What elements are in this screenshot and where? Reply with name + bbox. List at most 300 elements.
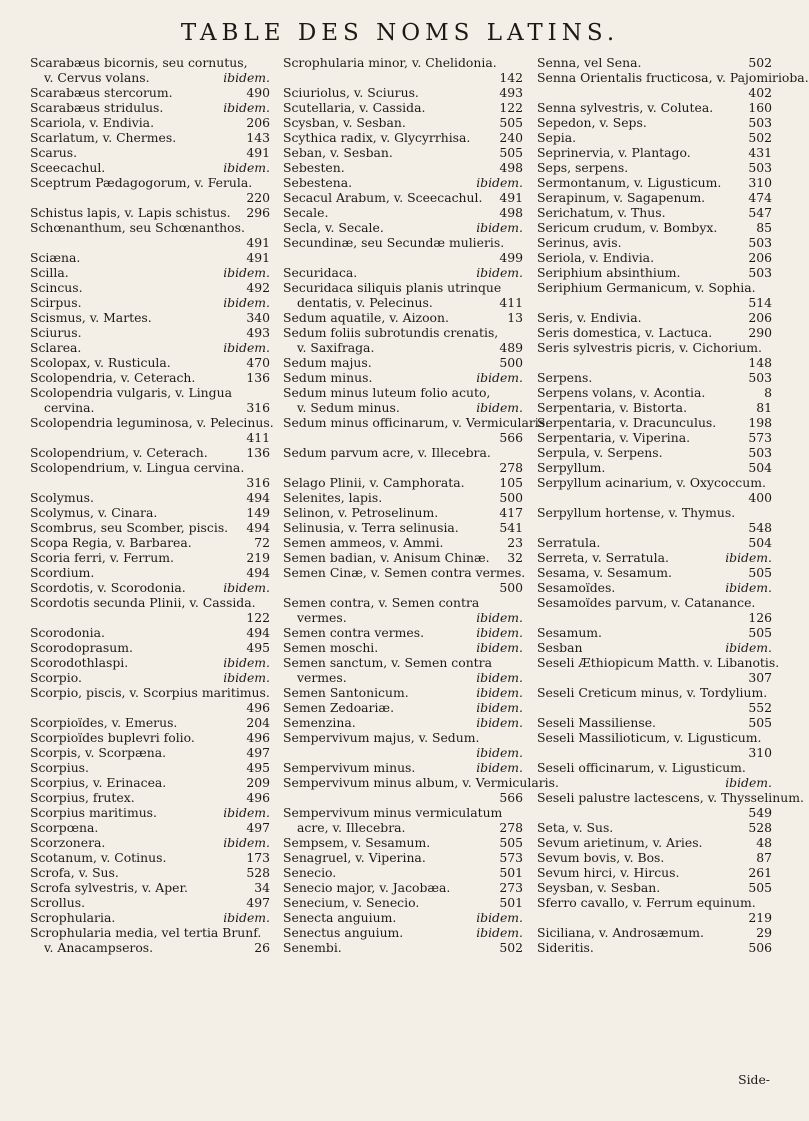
index-entry [30, 595, 270, 610]
index-entry [537, 940, 772, 955]
entry-term: Sevum hirci, v. Hircus. [537, 865, 680, 880]
index-entry [30, 400, 270, 415]
entry-term: Sciurus. [30, 325, 82, 340]
index-entry [283, 910, 523, 925]
entry-page-ref: 552 [748, 700, 772, 715]
index-entry [537, 820, 772, 835]
entry-term: Scorpius maritimus. [30, 805, 157, 820]
entry-page-ref: 547 [748, 205, 772, 220]
entry-page-ref: ibidem. [725, 580, 772, 595]
entry-term: Schœnanthum, seu Schœnanthos. [30, 220, 245, 235]
entry-term: Seriphium Germanicum, v. Sophia. [537, 280, 756, 295]
entry-term: Seris sylvestris picris, v. Cichorium. [537, 340, 762, 355]
entry-page-ref: 105 [499, 475, 523, 490]
entry-page-ref: 497 [246, 820, 270, 835]
entry-page-ref: 503 [748, 160, 772, 175]
entry-term: Seysban, v. Sesban. [537, 880, 661, 895]
index-entry [537, 535, 772, 550]
entry-term: Scorpis, v. Scorpæna. [30, 745, 167, 760]
entry-page-ref: 505 [748, 565, 772, 580]
index-entry [537, 115, 772, 130]
index-entry [283, 160, 523, 175]
entry-term: Sesamum. [537, 625, 602, 640]
entry-page-ref: 498 [499, 160, 523, 175]
index-entry [283, 625, 523, 640]
index-entry [537, 250, 772, 265]
index-entry [537, 760, 772, 775]
index-entry [537, 85, 772, 100]
index-entry [283, 100, 523, 115]
index-entry [30, 610, 270, 625]
index-entry [283, 415, 550, 430]
index-entry [30, 640, 270, 655]
entry-term: Sevum arietinum, v. Aries. [537, 835, 703, 850]
entry-page-ref: 489 [499, 340, 523, 355]
entry-term: Seris, v. Endivia. [537, 310, 642, 325]
entry-term: v. Saxifraga. [297, 340, 375, 355]
entry-term: Semen Zedoariæ. [283, 700, 395, 715]
entry-page-ref: 48 [756, 835, 772, 850]
entry-term: Scorpio, piscis, v. Scorpius maritimus. [30, 685, 270, 700]
index-entry [30, 775, 270, 790]
entry-term: Scombrus, seu Scomber, piscis. [30, 520, 229, 535]
entry-page-ref: 310 [748, 745, 772, 760]
entry-term: acre, v. Illecebra. [297, 820, 406, 835]
index-entry [30, 355, 270, 370]
entry-page-ref: ibidem. [223, 295, 270, 310]
index-entry [537, 100, 772, 115]
index-entry [283, 250, 523, 265]
index-entry [283, 730, 523, 745]
index-entry [30, 385, 270, 400]
entry-term: Selenites, lapis. [283, 490, 383, 505]
entry-page-ref: 32 [507, 550, 523, 565]
entry-page-ref: 500 [499, 580, 523, 595]
entry-page-ref: ibidem. [223, 100, 270, 115]
entry-term: Sedum majus. [283, 355, 372, 370]
entry-page-ref: 491 [246, 250, 270, 265]
index-entry [30, 505, 270, 520]
index-entry [30, 160, 270, 175]
entry-page-ref: 573 [499, 850, 523, 865]
entry-term: v. Sedum minus. [297, 400, 400, 415]
entry-term: Sepia. [537, 130, 577, 145]
index-entry [30, 430, 270, 445]
entry-page-ref: 541 [499, 520, 523, 535]
entry-term: vermes. [297, 610, 347, 625]
index-entry [30, 250, 270, 265]
entry-page-ref: 8 [764, 385, 772, 400]
index-entry [283, 430, 523, 445]
entry-term: Scirpus. [30, 295, 82, 310]
index-entry [537, 385, 772, 400]
entry-term: Scorpius, frutex. [30, 790, 135, 805]
index-entry [30, 310, 270, 325]
entry-term: Sebestena. [283, 175, 353, 190]
index-entry [537, 490, 772, 505]
index-entry [537, 370, 772, 385]
index-entry [537, 430, 772, 445]
entry-page-ref: 498 [499, 205, 523, 220]
index-entry [537, 625, 772, 640]
index-entry [283, 820, 523, 835]
index-entry [30, 325, 270, 340]
entry-term: cervina. [44, 400, 95, 415]
entry-term: Scincus. [30, 280, 83, 295]
index-entry [537, 220, 772, 235]
entry-term: Sedum minus. [283, 370, 373, 385]
index-entry [537, 190, 772, 205]
entry-page-ref: 126 [748, 610, 772, 625]
index-entry [537, 295, 772, 310]
index-entry [283, 220, 523, 235]
entry-term: Senecio major, v. Jacobæa. [283, 880, 451, 895]
entry-page-ref: 81 [756, 400, 772, 415]
entry-term: dentatis, v. Pelecinus. [297, 295, 433, 310]
entry-term: Scolopendria leguminosa, v. Pelecinus. [30, 415, 274, 430]
entry-term: Scarlatum, v. Chermes. [30, 130, 177, 145]
index-entry [537, 400, 772, 415]
entry-term: Serpentaria, v. Dracunculus. [537, 415, 717, 430]
entry-term: Scorodonia. [30, 625, 105, 640]
entry-page-ref: 505 [748, 715, 772, 730]
entry-term: Scariola, v. Endivia. [30, 115, 155, 130]
entry-term: Secla, v. Secale. [283, 220, 384, 235]
index-entry [30, 715, 270, 730]
entry-page-ref: 34 [254, 880, 270, 895]
index-entry [283, 880, 523, 895]
index-entry [283, 925, 523, 940]
index-entry [283, 700, 523, 715]
entry-page-ref: 316 [246, 475, 270, 490]
entry-page-ref: 240 [499, 130, 523, 145]
entry-page-ref: 23 [507, 535, 523, 550]
entry-term: Senecio. [283, 865, 337, 880]
index-entry [30, 55, 270, 70]
index-entry [30, 220, 270, 235]
index-entry [283, 775, 559, 790]
entry-page-ref: 494 [246, 565, 270, 580]
entry-page-ref: 497 [246, 745, 270, 760]
entry-term: Serpyllum. [537, 460, 606, 475]
entry-page-ref: 495 [246, 760, 270, 775]
entry-page-ref: ibidem. [476, 685, 523, 700]
index-entry [30, 835, 270, 850]
index-entry [30, 535, 270, 550]
index-entry [30, 190, 270, 205]
index-entry [30, 700, 270, 715]
index-entry [537, 730, 772, 745]
entry-page-ref: 496 [246, 700, 270, 715]
entry-term: Seseli Creticum minus, v. Tordylium. [537, 685, 768, 700]
entry-term: Sesama, v. Sesamum. [537, 565, 672, 580]
entry-term: Sericum crudum, v. Bombyx. [537, 220, 718, 235]
entry-term: Seprinervia, v. Plantago. [537, 145, 691, 160]
index-entry [537, 235, 772, 250]
entry-page-ref: 474 [748, 190, 772, 205]
entry-term: Scrophularia. [30, 910, 116, 925]
entry-term: Scrophularia minor, v. Chelidonia. [283, 55, 497, 70]
entry-term: Senna sylvestris, v. Colutea. [537, 100, 714, 115]
entry-page-ref: 160 [748, 100, 772, 115]
index-entry [283, 310, 523, 325]
entry-page-ref: ibidem. [476, 760, 523, 775]
entry-page-ref: ibidem. [223, 655, 270, 670]
index-entry [283, 595, 523, 610]
entry-term: Secale. [283, 205, 329, 220]
entry-term: Sebesten. [283, 160, 345, 175]
entry-page-ref: 136 [246, 445, 270, 460]
entry-term: Scorzonera. [30, 835, 106, 850]
entry-term: Scotanum, v. Cotinus. [30, 850, 167, 865]
entry-term: Semen sanctum, v. Semen contra [283, 655, 492, 670]
index-entry [30, 280, 270, 295]
index-entry [30, 475, 270, 490]
entry-term: Scolymus. [30, 490, 94, 505]
entry-page-ref: 505 [748, 625, 772, 640]
index-entry [537, 205, 772, 220]
entry-term: Sempervivum minus. [283, 760, 416, 775]
entry-term: Securidaca siliquis planis utrinque [283, 280, 502, 295]
index-entry [283, 685, 523, 700]
index-entry [30, 490, 270, 505]
entry-term: Scorodoprasum. [30, 640, 133, 655]
entry-page-ref: 501 [499, 895, 523, 910]
index-entry [537, 460, 772, 475]
index-entry [537, 415, 772, 430]
entry-page-ref: 496 [246, 730, 270, 745]
entry-term: Selinusia, v. Terra selinusia. [283, 520, 459, 535]
entry-term: Scarabæus bicornis, seu cornutus, [30, 55, 248, 70]
entry-term: Scorodothlaspi. [30, 655, 129, 670]
entry-term: Securidaca. [283, 265, 358, 280]
entry-page-ref: 497 [246, 895, 270, 910]
entry-term: Senecium, v. Senecio. [283, 895, 420, 910]
index-entry [30, 130, 270, 145]
entry-page-ref: 503 [748, 445, 772, 460]
index-entry [537, 670, 772, 685]
index-entry [283, 445, 523, 460]
index-entry [30, 295, 270, 310]
entry-page-ref: 273 [499, 880, 523, 895]
entry-page-ref: 506 [748, 940, 772, 955]
entry-term: Seseli Massiliense. [537, 715, 656, 730]
entry-page-ref: ibidem. [223, 910, 270, 925]
entry-page-ref: 417 [499, 505, 523, 520]
index-entry [30, 790, 270, 805]
entry-term: Serpyllum hortense, v. Thymus. [537, 505, 736, 520]
entry-page-ref: 136 [246, 370, 270, 385]
entry-term: Sermontanum, v. Ligusticum. [537, 175, 722, 190]
index-entry [283, 340, 523, 355]
entry-term: Seban, v. Sesban. [283, 145, 393, 160]
index-entry [283, 835, 523, 850]
entry-term: Semen contra vermes. [283, 625, 425, 640]
entry-page-ref: ibidem. [476, 700, 523, 715]
entry-term: Selinon, v. Petroselinum. [283, 505, 439, 520]
entry-page-ref: 290 [748, 325, 772, 340]
entry-page-ref: 505 [499, 835, 523, 850]
index-entry [30, 895, 270, 910]
entry-term: Sevum bovis, v. Bos. [537, 850, 665, 865]
entry-page-ref: 400 [748, 490, 772, 505]
entry-term: Sclarea. [30, 340, 82, 355]
entry-page-ref: 528 [246, 865, 270, 880]
entry-term: Seris domestica, v. Lactuca. [537, 325, 713, 340]
entry-term: Serpens. [537, 370, 593, 385]
entry-page-ref: 490 [246, 85, 270, 100]
index-entry [537, 445, 772, 460]
index-entry [30, 865, 270, 880]
entry-term: Serpentaria, v. Viperina. [537, 430, 691, 445]
index-entry [537, 55, 772, 70]
entry-page-ref: 503 [748, 235, 772, 250]
index-entry [283, 70, 523, 85]
entry-page-ref: 502 [748, 130, 772, 145]
entry-page-ref: 261 [748, 865, 772, 880]
index-entry [30, 565, 270, 580]
entry-term: Sedum minus officinarum, v. Vermicularis. [283, 415, 550, 430]
entry-term: Serapinum, v. Sagapenum. [537, 190, 706, 205]
entry-term: Scorpius, v. Erinacea. [30, 775, 167, 790]
entry-term: Serpyllum acinarium, v. Oxycoccum. [537, 475, 766, 490]
entry-page-ref: 402 [748, 85, 772, 100]
entry-term: Siciliana, v. Androsæmum. [537, 925, 704, 940]
entry-page-ref: 13 [507, 310, 523, 325]
entry-page-ref: ibidem. [223, 70, 270, 85]
entry-term: Semenzina. [283, 715, 356, 730]
index-entry [283, 895, 523, 910]
entry-page-ref: 491 [499, 190, 523, 205]
entry-page-ref: ibidem. [476, 175, 523, 190]
index-entry [283, 580, 523, 595]
entry-page-ref: ibidem. [223, 835, 270, 850]
index-entry [537, 850, 772, 865]
index-entry [537, 565, 772, 580]
entry-term: Scorpioïdes, v. Emerus. [30, 715, 178, 730]
index-entry [283, 85, 523, 100]
index-entry [30, 850, 270, 865]
entry-term: Scolopendrium, v. Lingua cervina. [30, 460, 245, 475]
entry-page-ref: ibidem. [476, 925, 523, 940]
index-entry [30, 445, 270, 460]
entry-page-ref: 206 [748, 250, 772, 265]
index-entry [30, 730, 270, 745]
entry-term: Schistus lapis, v. Lapis schistus. [30, 205, 231, 220]
index-entry [537, 340, 772, 355]
entry-page-ref: 206 [246, 115, 270, 130]
entry-term: Scordotis, v. Scorodonia. [30, 580, 186, 595]
entry-term: Scarus. [30, 145, 78, 160]
index-entry [537, 505, 772, 520]
index-entry [537, 145, 772, 160]
entry-page-ref: 491 [246, 145, 270, 160]
entry-page-ref: ibidem. [223, 805, 270, 820]
index-entry [30, 805, 270, 820]
entry-page-ref: ibidem. [476, 670, 523, 685]
index-entry [537, 475, 772, 490]
index-entry [30, 625, 270, 640]
entry-term: Sciæna. [30, 250, 81, 265]
index-entry [537, 910, 772, 925]
entry-term: Sepedon, v. Seps. [537, 115, 647, 130]
entry-page-ref: 316 [246, 400, 270, 415]
index-entry [537, 610, 772, 625]
entry-page-ref: 470 [246, 355, 270, 370]
entry-page-ref: 87 [756, 850, 772, 865]
index-entry [283, 490, 523, 505]
index-entry [283, 715, 523, 730]
index-entry [30, 205, 270, 220]
entry-term: Scoria ferri, v. Ferrum. [30, 550, 174, 565]
index-entry [30, 760, 270, 775]
entry-term: Scrophularia media, vel tertia Brunf. [30, 925, 262, 940]
entry-page-ref: 549 [748, 805, 772, 820]
entry-page-ref: ibidem. [223, 580, 270, 595]
entry-page-ref: ibidem. [476, 910, 523, 925]
entry-term: Sempsem, v. Sesamum. [283, 835, 431, 850]
entry-term: Semen moschi. [283, 640, 379, 655]
index-entry [283, 655, 523, 670]
entry-page-ref: 72 [254, 535, 270, 550]
index-entry [283, 55, 523, 70]
entry-term: Sedum parvum acre, v. Illecebra. [283, 445, 491, 460]
entry-term: vermes. [297, 670, 347, 685]
index-entry [30, 175, 270, 190]
entry-term: Senna Orientalis fructicosa, v. Pajomirioba. [537, 70, 809, 85]
index-entry [30, 340, 270, 355]
entry-term: Sciuriolus, v. Sciurus. [283, 85, 419, 100]
entry-page-ref: 143 [246, 130, 270, 145]
entry-page-ref: 278 [499, 820, 523, 835]
index-entry [30, 940, 270, 955]
entry-page-ref: 504 [748, 460, 772, 475]
index-entry [283, 175, 523, 190]
entry-term: Scopa Regia, v. Barbarea. [30, 535, 192, 550]
index-entry [537, 805, 772, 820]
entry-term: Seseli Æthiopicum Matth. v. Libanotis. [537, 655, 780, 670]
entry-page-ref: 493 [499, 85, 523, 100]
entry-term: Senagruel, v. Viperina. [283, 850, 426, 865]
index-entry [537, 775, 772, 790]
entry-term: Sceecachul. [30, 160, 106, 175]
entry-page-ref: 209 [246, 775, 270, 790]
index-entry [537, 355, 772, 370]
entry-page-ref: 501 [499, 865, 523, 880]
entry-term: Semen contra, v. Semen contra [283, 595, 480, 610]
entry-page-ref: 504 [748, 535, 772, 550]
entry-page-ref: 122 [246, 610, 270, 625]
index-entry [283, 520, 523, 535]
entry-term: Secundinæ, seu Secundæ mulieris. [283, 235, 505, 250]
index-entry [283, 610, 523, 625]
index-entry [537, 700, 772, 715]
index-column-1 [30, 55, 274, 955]
entry-term: Scrofa, v. Sus. [30, 865, 119, 880]
entry-term: Sesban [537, 640, 583, 655]
index-entry [283, 145, 523, 160]
index-entry [283, 550, 523, 565]
index-entry [283, 235, 523, 250]
entry-page-ref: 204 [246, 715, 270, 730]
entry-term: Scolopendria, v. Ceterach. [30, 370, 196, 385]
index-entry [30, 145, 270, 160]
entry-page-ref: 491 [246, 235, 270, 250]
entry-page-ref: 495 [246, 640, 270, 655]
entry-term: Scutellaria, v. Cassida. [283, 100, 426, 115]
index-entry [30, 460, 270, 475]
index-entry [283, 535, 523, 550]
